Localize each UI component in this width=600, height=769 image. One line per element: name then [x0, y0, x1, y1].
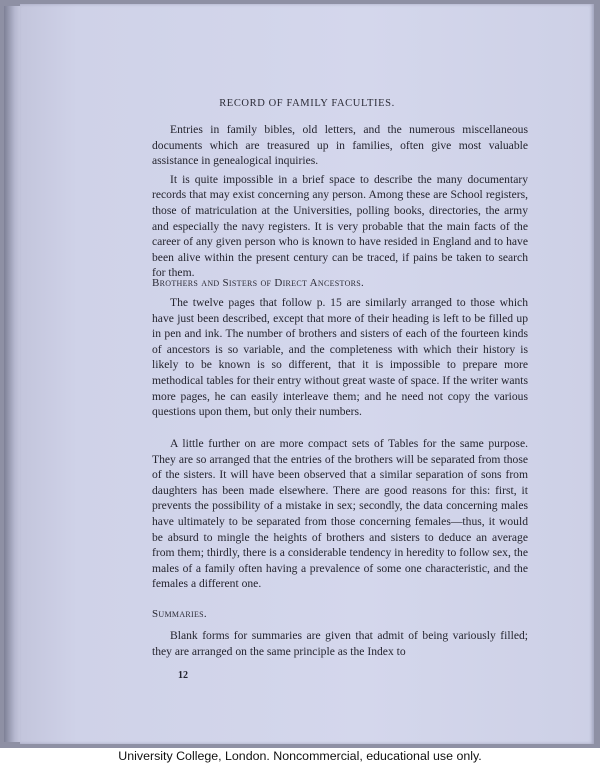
- paragraph-blank-forms: Blank forms for summaries are given that admit of being variously filled; they are arranged on the same principle as the Index to: [152, 629, 528, 658]
- book-page: [20, 4, 594, 744]
- heading-block-1: [152, 276, 528, 292]
- copyright-caption: University College, London. Noncommercial, educational use only.: [118, 749, 482, 763]
- paragraph-bibles: Entries in family bibles, old letters, and the numerous miscellaneous documents which are treasured up in families, often give most valuable assistance in genealogical inquiries.: [152, 123, 528, 168]
- text-block-1: [152, 122, 528, 281]
- section-heading-brothers-sisters: Brothers and Sisters of Direct Ancestors.: [152, 277, 365, 289]
- paragraph-compact-tables: A little further on are more compact sets of Tables for the same purpose. They are so arranged that the entries of the brothers will be separated from those of the sisters. It will have been observed that a similar separation of sons from daughters has been made elsewhere. There are good reasons for this: first, it prevents the possibility of a mistake in sex; secondly, the data concerning males have ultimately to be separated from those concerning females—thus, it would be absurd to mingle the heights of brothers and sisters to deduce an average from them; thirdly, there is a considerable tendency in heredity to follow sex, the males of a family often having a prevalence of some one characteristic, and the females a different one.: [152, 437, 528, 591]
- running-head: RECORD OF FAMILY FACULTIES.: [219, 98, 395, 109]
- text-block-4: [152, 628, 528, 659]
- text-block-2: [152, 295, 528, 420]
- paragraph-twelve-pages: The twelve pages that follow p. 15 are similarly arranged to those which have just been described, except that more of their heading is left to be filled up in pen and ink. The number of brothers and sisters of each of the fourteen kinds of ancestors is so variable, and the completeness with which their history is likely to be known is so different, that it is impossible to prepare more methodical tables for their entry without great waste of space. If the writer wants more pages, he can easily interleave them; and he need not copy the various questions upon them, but only their numbers.: [152, 296, 528, 419]
- section-heading-summaries: Summaries.: [152, 608, 207, 620]
- paragraph-records: It is quite impossible in a brief space to describe the many documentary records that may exist concerning any person. Among these are School registers, those of matriculation at the Universities, polling books, directories, the army and especially the navy registers. It is very probable that the main facts of the career of any given person who is known to have resided in England and to have been alive within the present century can be traced, if pains be taken to search for them.: [152, 172, 528, 280]
- page-number: 12: [178, 670, 188, 681]
- text-block-3: [152, 436, 528, 592]
- heading-block-2: [152, 607, 528, 623]
